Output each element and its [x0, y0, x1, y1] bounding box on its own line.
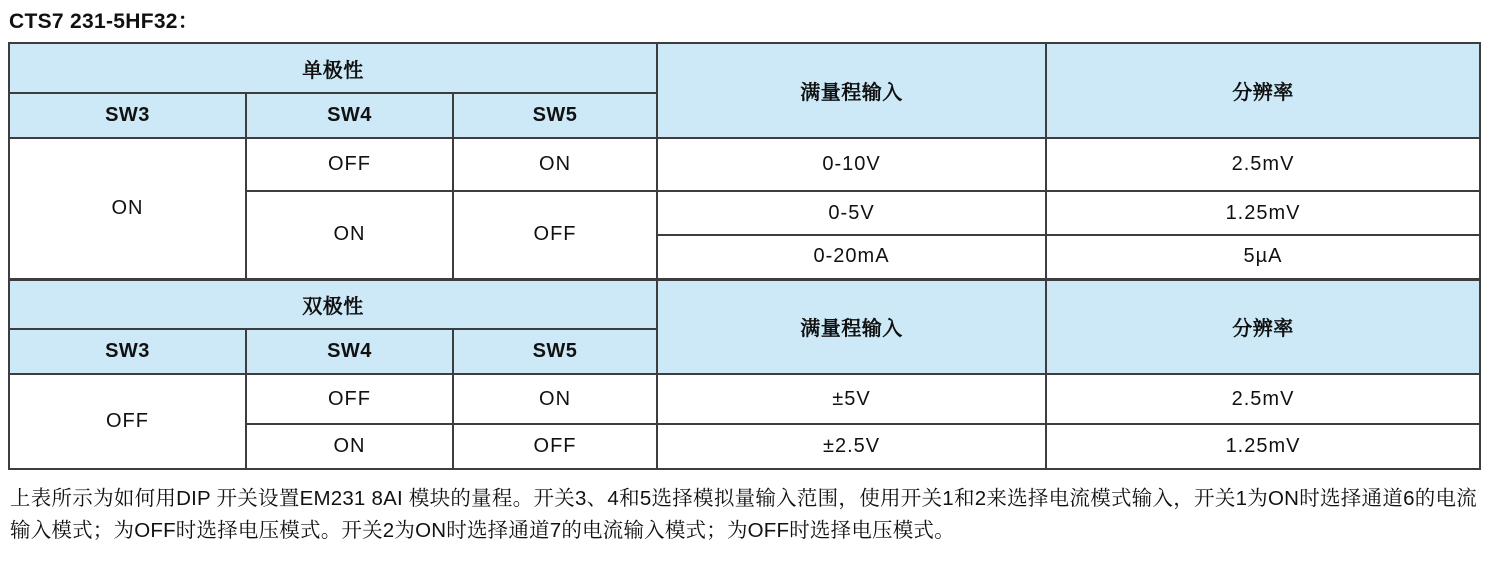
bipolar-sw3-value: OFF [9, 374, 246, 469]
bipolar-sw4-header: SW4 [246, 329, 453, 374]
unipolar-group-row [9, 43, 1480, 93]
bipolar-row2-resolution-value: 1.25mV [1046, 424, 1480, 469]
bipolar-group-header: 双极性 [9, 279, 657, 329]
bipolar-sw3-header: SW3 [9, 329, 246, 374]
bipolar-row2-sw4-value: ON [246, 424, 453, 469]
unipolar-row2-input-value: 0-5V [657, 191, 1046, 235]
bipolar-resolution-column-header: 分辨率 [1046, 279, 1480, 374]
unipolar-sw3-header: SW3 [9, 93, 246, 138]
unipolar-sw4-header: SW4 [246, 93, 453, 138]
bipolar-row1-resolution-value: 2.5mV [1046, 374, 1480, 424]
unipolar-row2-resolution-value: 1.25mV [1046, 191, 1480, 235]
unipolar-sw5-header: SW5 [453, 93, 657, 138]
unipolar-row1-resolution-value: 2.5mV [1046, 138, 1480, 191]
bipolar-group-row [9, 279, 1480, 329]
page-title: CTS7 231-5HF32： [9, 10, 200, 33]
unipolar-row3-input-value: 0-20mA [657, 235, 1046, 279]
dip-switch-settings-table [8, 42, 1481, 470]
bipolar-sw5-header: SW5 [453, 329, 657, 374]
bipolar-row1-sw4-value: OFF [246, 374, 453, 424]
bipolar-row2-sw5-value: OFF [453, 424, 657, 469]
bipolar-row-5v [9, 374, 1480, 424]
unipolar-rows23-sw4-value: ON [246, 191, 453, 279]
bipolar-row1-sw5-value: ON [453, 374, 657, 424]
unipolar-rows23-sw5-value: OFF [453, 191, 657, 279]
bipolar-row2-input-value: ±2.5V [657, 424, 1046, 469]
bipolar-input-column-header: 满量程输入 [657, 279, 1046, 374]
unipolar-group-header: 单极性 [9, 43, 657, 93]
unipolar-input-column-header: 满量程输入 [657, 43, 1046, 138]
unipolar-row1-sw5-value: ON [453, 138, 657, 191]
unipolar-row-0-10v [9, 138, 1480, 191]
footnote-paragraph: 上表所示为如何用DIP 开关设置EM231 8AI 模块的量程。开关3、4和5选择模拟量输入范围，使用开关1和2来选择电流模式输入，开关1为ON时选择通道6的电流输入模式；为OFF时选择电压模式。开关2为ON时选择通道7的电流输入模式；为OFF时选择电压模式。 [10, 487, 1477, 542]
bipolar-row1-input-value: ±5V [657, 374, 1046, 424]
unipolar-row1-sw4-value: OFF [246, 138, 453, 191]
unipolar-resolution-column-header: 分辨率 [1046, 43, 1480, 138]
unipolar-row3-resolution-value: 5µA [1046, 235, 1480, 279]
unipolar-row1-input-value: 0-10V [657, 138, 1046, 191]
unipolar-sw3-value: ON [9, 138, 246, 279]
